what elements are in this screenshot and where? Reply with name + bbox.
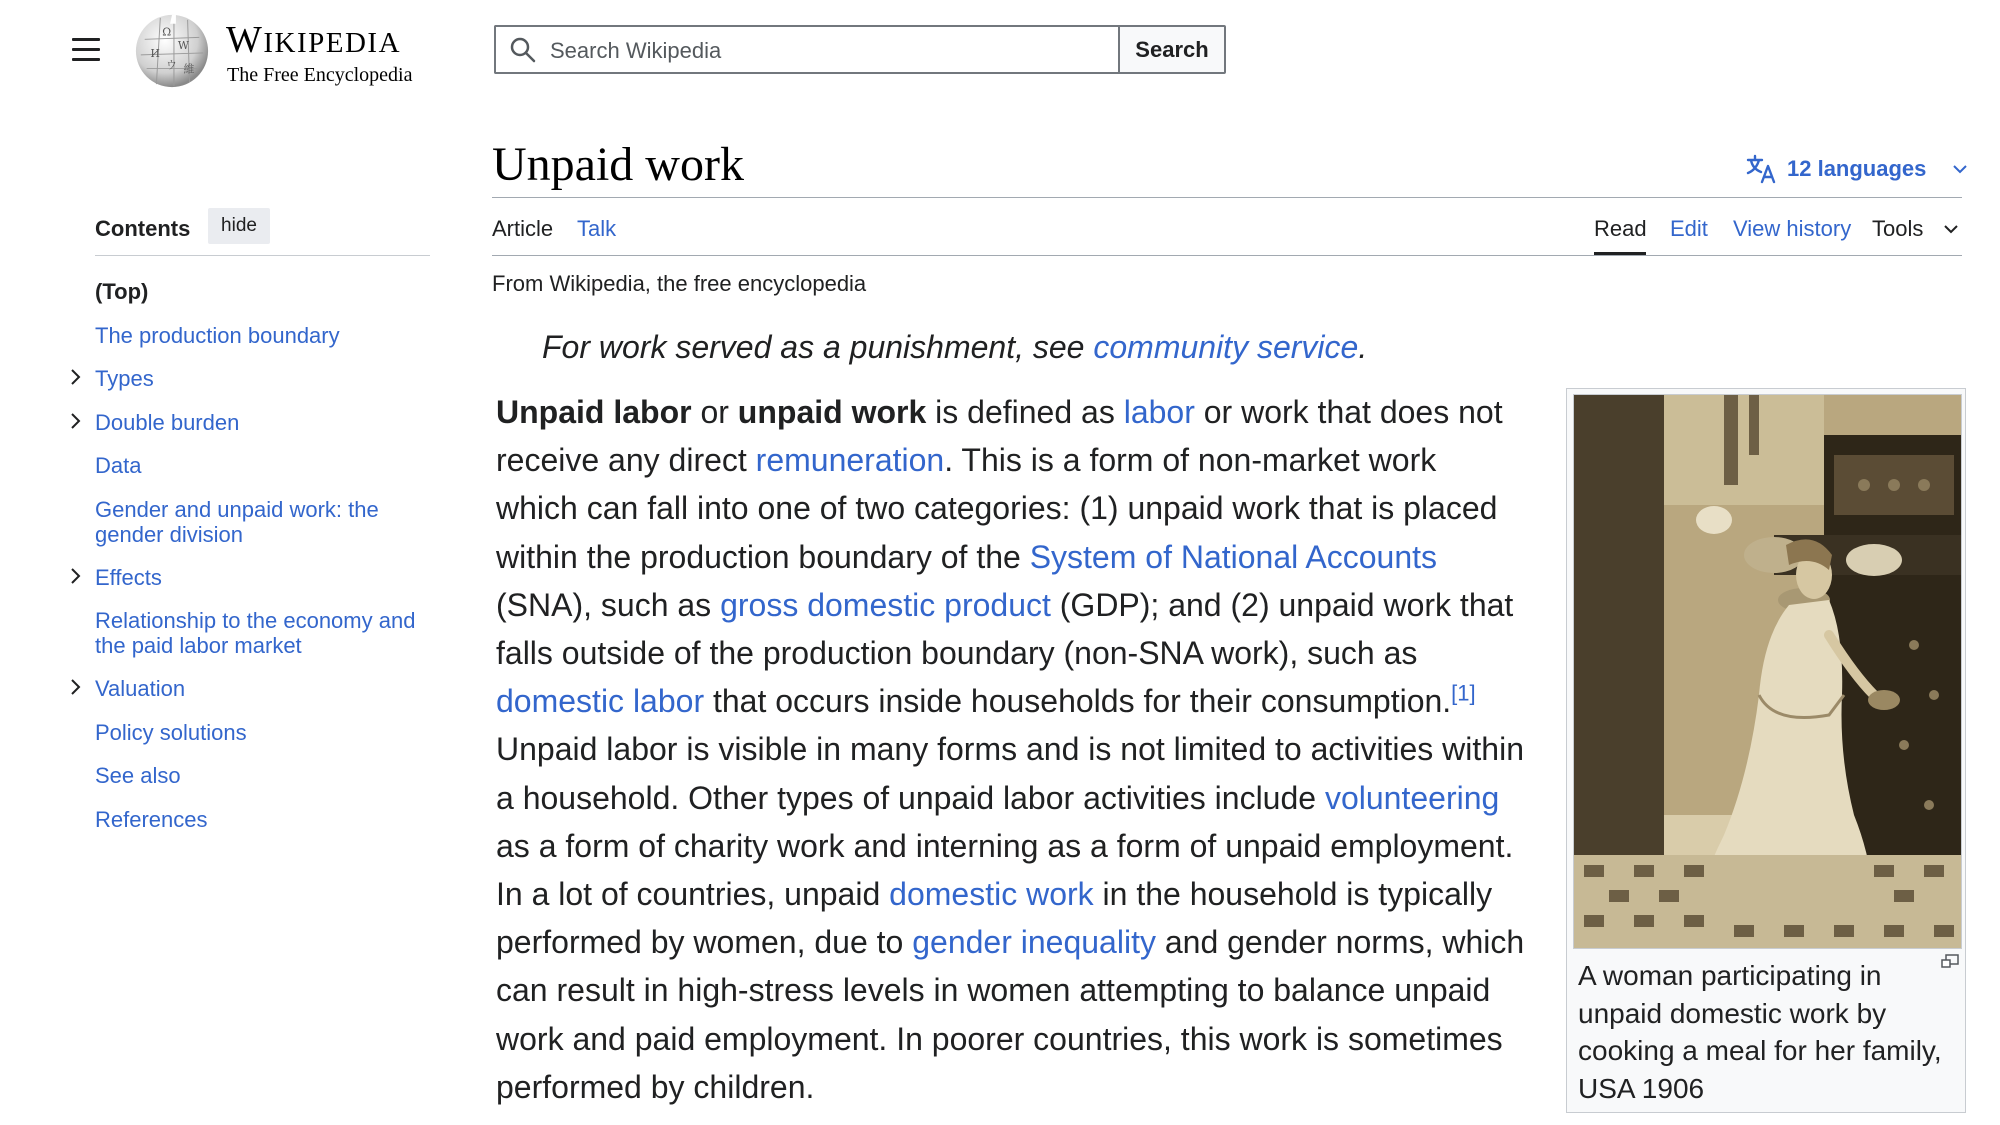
search-button[interactable]: Search bbox=[1118, 25, 1226, 74]
hatnote-link[interactable]: community service bbox=[1093, 329, 1359, 365]
tab-talk[interactable]: Talk bbox=[577, 216, 617, 241]
search-input[interactable] bbox=[548, 27, 1112, 74]
toc-hide-button[interactable]: hide bbox=[208, 208, 270, 244]
toc-divider bbox=[95, 255, 430, 256]
toc-item[interactable]: See also bbox=[95, 763, 181, 788]
toc-item[interactable]: Policy solutions bbox=[95, 719, 247, 745]
article-link[interactable]: gross domestic product bbox=[720, 586, 1051, 623]
article-link[interactable]: domestic work bbox=[889, 876, 1094, 913]
menu-icon bbox=[72, 38, 100, 41]
lead-text: (GDP); and (2) unpaid work that falls outside of the production boundary (non-SNA work), such as bbox=[496, 586, 1514, 672]
toc-item[interactable]: References bbox=[95, 806, 208, 832]
lead-paragraph bbox=[496, 388, 1526, 1111]
lead-text: and gender norms, which can result in high-stress levels in women attempting to balance unpaid work and paid employment. In poorer countries, this work is sometimes performed by children. bbox=[496, 924, 1525, 1105]
toc-item[interactable]: Valuation bbox=[95, 676, 186, 701]
lead-text: or bbox=[691, 394, 738, 430]
lead-text: that occurs inside households for their consumption. bbox=[704, 683, 1452, 720]
page-title: Unpaid work bbox=[492, 138, 744, 191]
hatnote-end: . bbox=[1358, 329, 1368, 365]
search-icon bbox=[510, 37, 536, 63]
svg-text:Ω: Ω bbox=[162, 25, 172, 39]
article-link[interactable]: remuneration bbox=[755, 442, 945, 479]
toc-item[interactable]: Double burden bbox=[95, 409, 240, 435]
lead-text: or work that does not receive any direct bbox=[496, 394, 1503, 479]
tab-view-history[interactable]: View history bbox=[1733, 216, 1852, 241]
languages-label: 12 languages bbox=[1787, 156, 1927, 181]
tab-edit[interactable]: Edit bbox=[1670, 216, 1708, 241]
svg-text:И: И bbox=[150, 46, 160, 60]
toc-item[interactable]: Effects bbox=[95, 564, 162, 590]
lead-text: as a form of charity work and interning as a form of unpaid employment. In a lot of countries, unpaid bbox=[496, 827, 1514, 913]
image-caption: A woman participating in unpaid domestic work by cooking a meal for her family, USA 1906 bbox=[1578, 960, 1942, 1104]
wikipedia-globe-logo bbox=[133, 12, 211, 90]
hatnote-text: For work served as a punishment, see bbox=[542, 329, 1094, 365]
menu-icon-bar bbox=[72, 58, 100, 61]
svg-text:ウ: ウ bbox=[166, 58, 177, 72]
language-icon bbox=[1745, 153, 1777, 185]
svg-text:W: W bbox=[177, 39, 189, 53]
lead-text: (SNA), such as bbox=[496, 586, 721, 623]
wordmark-cap: W bbox=[226, 19, 264, 61]
bold-term: unpaid work bbox=[737, 394, 927, 430]
search-box bbox=[494, 25, 1120, 74]
toc-item[interactable]: Gender and unpaid work: the gender division bbox=[95, 496, 379, 547]
tabs-divider bbox=[492, 255, 1962, 256]
article-link[interactable]: System of National Accounts bbox=[1029, 538, 1437, 575]
chevron-down-icon bbox=[1943, 224, 1959, 234]
chevron-right-icon[interactable] bbox=[70, 567, 82, 585]
toc-item[interactable]: Types bbox=[95, 366, 154, 391]
article-link[interactable]: domestic labor bbox=[496, 683, 705, 720]
article-link[interactable]: gender inequality bbox=[912, 924, 1156, 961]
bold-term: Unpaid labor bbox=[496, 394, 692, 430]
hatnote bbox=[542, 329, 1367, 366]
infobox-image-frame bbox=[1566, 388, 1966, 1113]
woman-cooking-photo[interactable] bbox=[1573, 394, 1962, 949]
tab-article[interactable]: Article bbox=[492, 216, 554, 241]
tab-read[interactable]: Read bbox=[1594, 216, 1647, 241]
wikipedia-wordmark bbox=[226, 18, 401, 62]
lead-text: Unpaid labor is visible in many forms and is not limited to activities within a household. Other types of unpaid labor activities include bbox=[496, 731, 1524, 816]
source-line: From Wikipedia, the free encyclopedia bbox=[492, 271, 867, 296]
toc-heading: Contents bbox=[95, 216, 191, 241]
title-divider bbox=[492, 197, 1962, 198]
article-link[interactable]: volunteering bbox=[1324, 779, 1500, 816]
chevron-down-icon bbox=[1952, 164, 1968, 174]
menu-icon-bar bbox=[72, 48, 100, 51]
toc-item[interactable]: (Top) bbox=[95, 279, 149, 304]
main-menu-button[interactable] bbox=[68, 34, 104, 66]
wikipedia-logo[interactable] bbox=[133, 12, 433, 86]
wikipedia-tagline: The Free Encyclopedia bbox=[227, 64, 413, 86]
toc-item[interactable]: Relationship to the economy and the paid labor market bbox=[95, 608, 416, 658]
lead-text: . This is a form of non-market work which can fall into one of two categories: (1) unpaid work that is placed within the production boundary of the bbox=[496, 442, 1498, 575]
languages-button[interactable] bbox=[1745, 152, 1968, 186]
chevron-right-icon[interactable] bbox=[70, 368, 82, 386]
article-link[interactable]: labor bbox=[1123, 394, 1195, 430]
citation-link[interactable]: [1] bbox=[1451, 680, 1476, 706]
lead-text: is defined as bbox=[926, 394, 1124, 430]
wordmark-rest: IKIPEDIA bbox=[263, 27, 402, 59]
lead-text: in the household is typically performed by women, due to bbox=[496, 876, 1493, 961]
toc-item[interactable]: The production boundary bbox=[95, 322, 340, 348]
chevron-right-icon[interactable] bbox=[70, 678, 82, 696]
toc-item[interactable]: Data bbox=[95, 453, 142, 478]
search-form bbox=[494, 25, 1230, 74]
tab-tools[interactable] bbox=[1872, 216, 1959, 242]
tools-label: Tools bbox=[1872, 216, 1924, 241]
chevron-right-icon[interactable] bbox=[70, 412, 82, 430]
svg-text:維: 維 bbox=[183, 62, 195, 76]
